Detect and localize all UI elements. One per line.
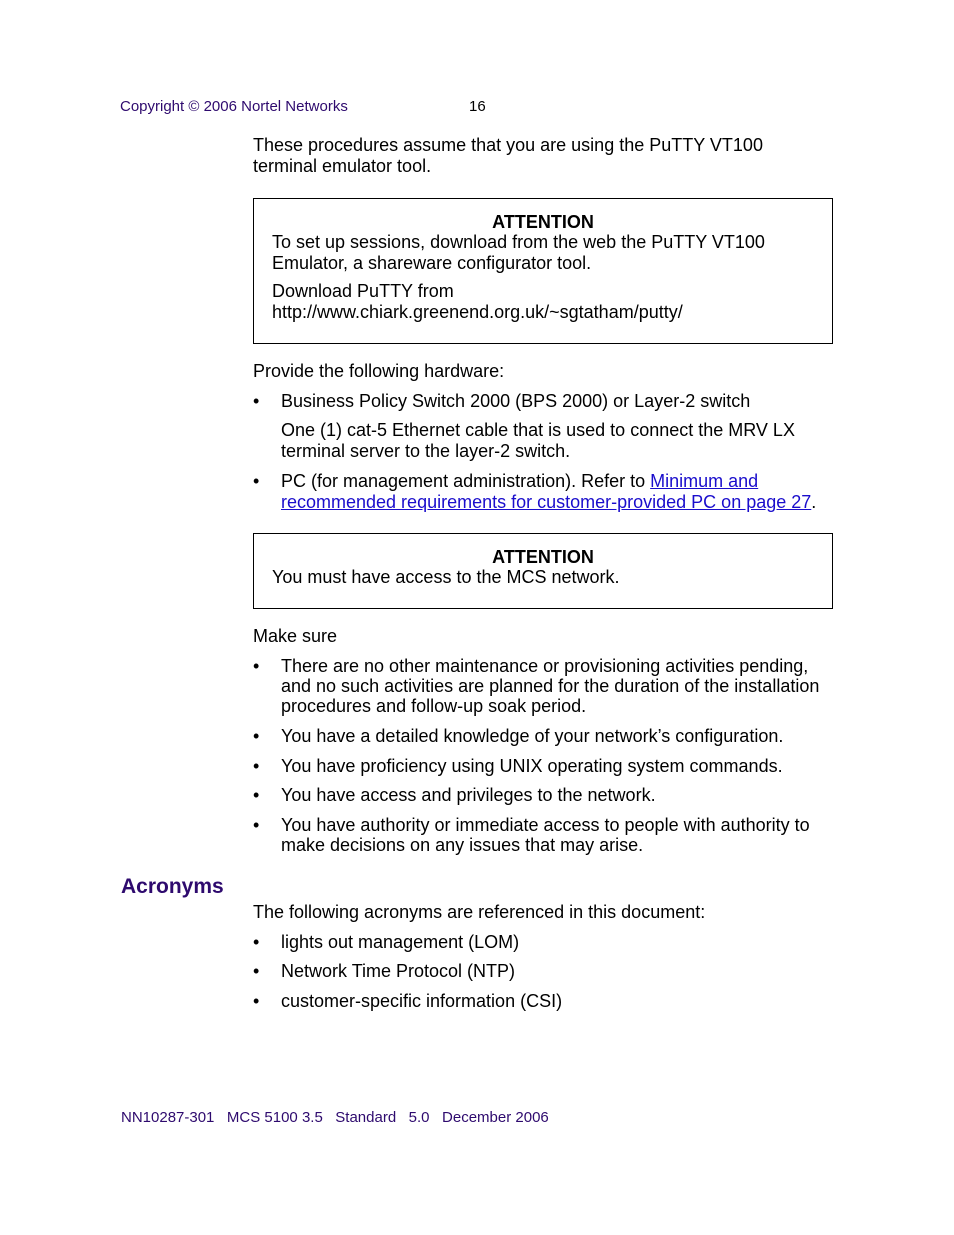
- list-item-line: make decisions on any issues that may arise.: [281, 835, 644, 855]
- list-item-line: You have authority or immediate access to people with authority to: [281, 815, 810, 835]
- list-item-text: You have proficiency using UNIX operating system commands.: [281, 756, 783, 776]
- pc-requirements-link-part-2[interactable]: recommended requirements for customer-provided PC on page 27: [281, 492, 812, 512]
- hardware-intro: Provide the following hardware:: [253, 361, 505, 381]
- attention-box-network: [253, 533, 833, 609]
- attention-line-2: Emulator, a shareware configurator tool.: [272, 253, 592, 273]
- list-item-text: [281, 471, 841, 513]
- attention-text: You must have access to the MCS network.: [272, 567, 620, 587]
- list-item-line: procedures and follow-up soak period.: [281, 696, 587, 716]
- intro-line-2: terminal emulator tool.: [253, 156, 432, 176]
- list-item-text: Network Time Protocol (NTP): [281, 961, 516, 981]
- pc-bullet-prefix: PC (for management administration). Refer to: [281, 471, 651, 491]
- attention-text: [272, 232, 814, 323]
- header-copyright: Copyright © 2006 Nortel Networks: [120, 98, 348, 115]
- sub-line-1: One (1) cat-5 Ethernet cable that is used to connect the MRV LX: [281, 420, 795, 440]
- bullet-icon: •: [253, 991, 260, 1011]
- list-item-line: and no such activities are planned for the duration of the installation: [281, 676, 820, 696]
- pc-requirements-link-part-1[interactable]: Minimum and: [650, 471, 759, 491]
- intro-line-1: These procedures assume that you are using the PuTTY VT100: [253, 135, 763, 155]
- list-item-line: There are no other maintenance or provisioning activities pending,: [281, 656, 809, 676]
- make-sure-intro: Make sure: [253, 626, 338, 646]
- bullet-icon: •: [253, 815, 260, 835]
- attention-line-4: http://www.chiark.greenend.org.uk/~sgtatham/putty/: [272, 302, 683, 322]
- intro-paragraph: [253, 135, 833, 177]
- page-number: 16: [469, 98, 486, 115]
- list-item-text: customer-specific information (CSI): [281, 991, 563, 1011]
- attention-title: ATTENTION: [492, 547, 594, 567]
- acronyms-intro: The following acronyms are referenced in this document:: [253, 902, 706, 922]
- list-item-text: You have access and privileges to the network.: [281, 785, 656, 805]
- list-item-text: [281, 815, 841, 855]
- sub-line-2: terminal server to the layer-2 switch.: [281, 441, 571, 461]
- bullet-icon: •: [253, 932, 260, 952]
- bullet-icon: •: [253, 961, 260, 981]
- bullet-icon: •: [253, 656, 260, 676]
- list-item-text: [281, 656, 841, 716]
- list-item-text: lights out management (LOM): [281, 932, 520, 952]
- bullet-icon: •: [253, 756, 260, 776]
- acronyms-heading: Acronyms: [121, 875, 224, 898]
- bullet-icon: •: [253, 471, 260, 491]
- bullet-icon: •: [253, 785, 260, 805]
- attention-line-1: To set up sessions, download from the web the PuTTY VT100: [272, 232, 765, 252]
- bullet-icon: •: [253, 391, 260, 411]
- attention-box-putty: [253, 198, 833, 344]
- list-item-text: You have a detailed knowledge of your network’s configuration.: [281, 726, 784, 746]
- list-item-text: Business Policy Switch 2000 (BPS 2000) or Layer-2 switch: [281, 391, 751, 411]
- footer-document-info: NN10287-301 MCS 5100 3.5 Standard 5.0 December 2006: [121, 1109, 549, 1126]
- attention-line-3: Download PuTTY from: [272, 281, 454, 301]
- pc-bullet-suffix: .: [811, 492, 817, 512]
- hardware-sub-paragraph: [281, 420, 841, 462]
- attention-title: ATTENTION: [492, 212, 594, 232]
- bullet-icon: •: [253, 726, 260, 746]
